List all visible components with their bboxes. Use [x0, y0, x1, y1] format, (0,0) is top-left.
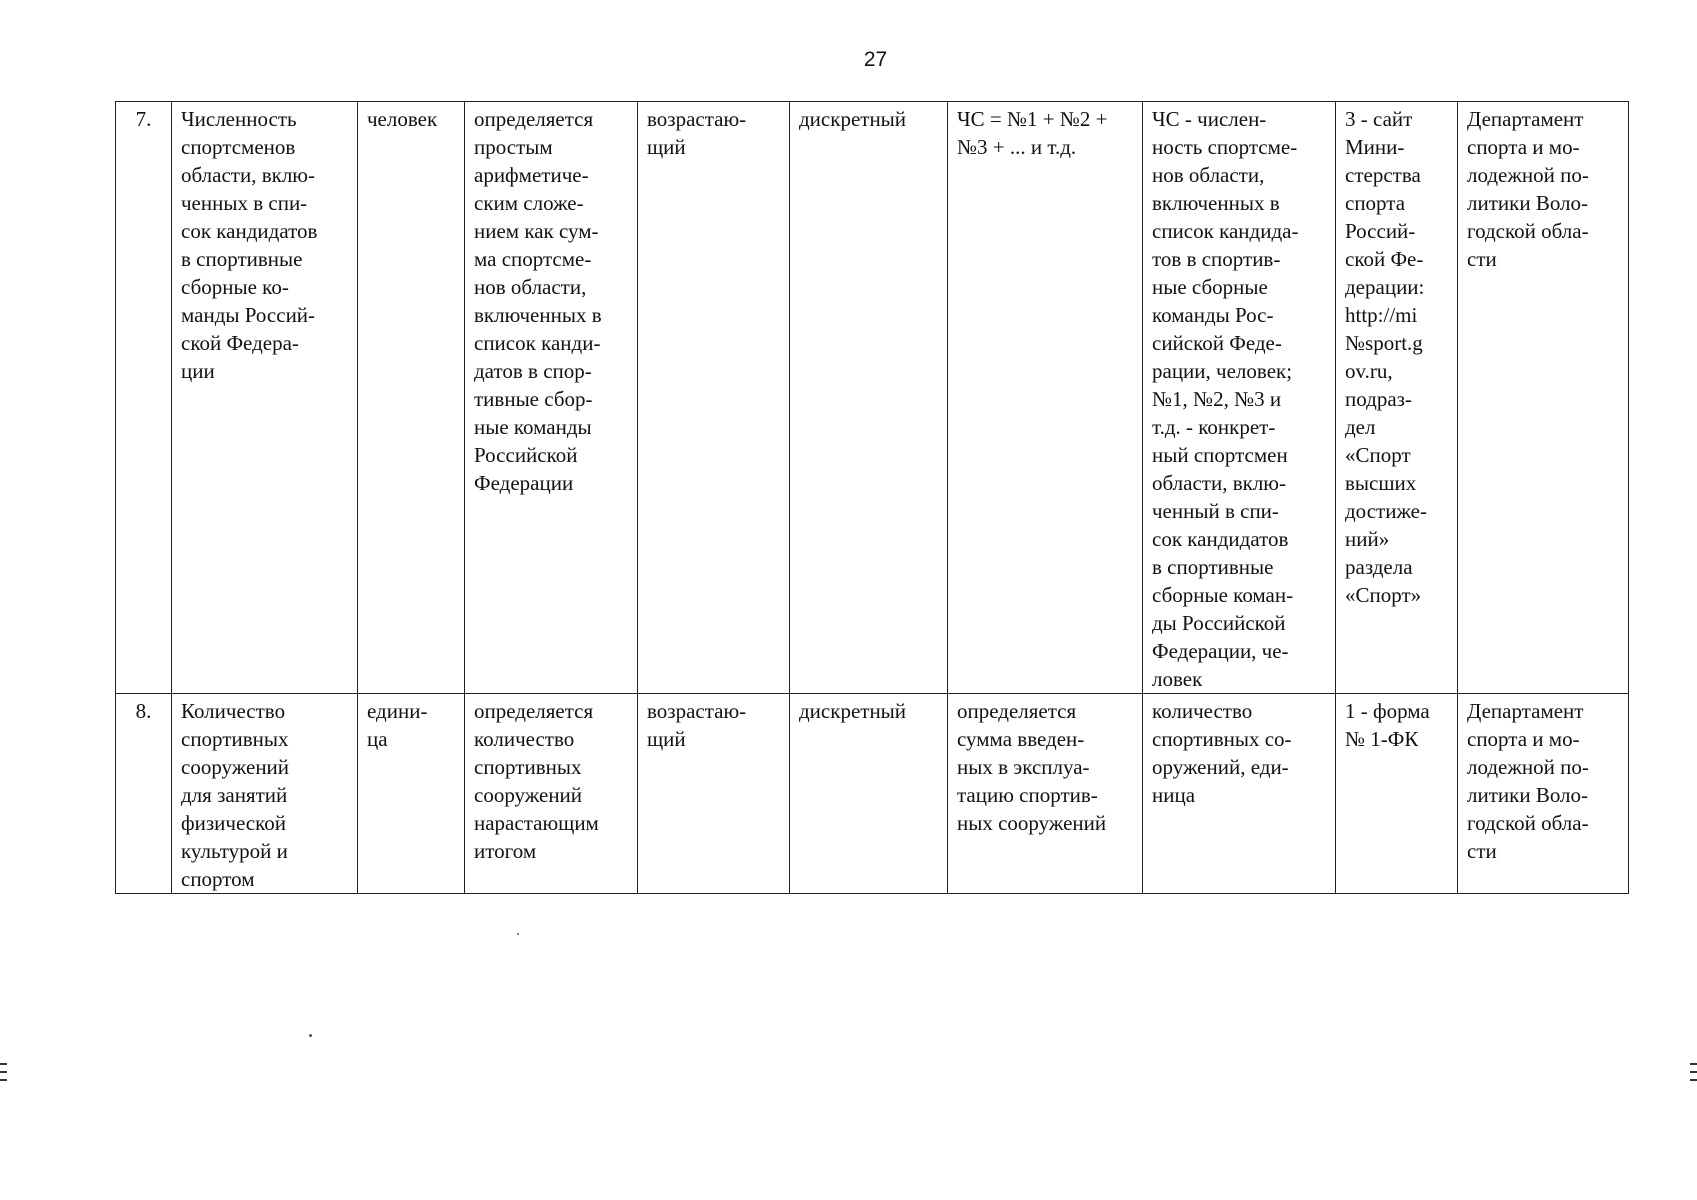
- unit-cell: человек: [358, 102, 465, 694]
- binding-mark: [1690, 1071, 1697, 1073]
- binding-mark: [0, 1063, 7, 1065]
- indicator-name-cell: Количество спортивных сооружений для занятий физической культурой и спортом: [172, 694, 358, 894]
- binding-mark: [1690, 1063, 1697, 1065]
- responsible-cell: Департамент спорта и мо- лодежной по- литики Воло- годской обла- сти: [1458, 102, 1629, 694]
- scan-speck: [309, 1034, 312, 1037]
- definition-cell: определяется простым арифметиче- ским сложе- нием как сум- ма спортсме- нов области, включенных в список канди- датов в спор- тивные сбор- ные команды Российской Федерации: [465, 102, 638, 694]
- table-row: [116, 102, 1629, 694]
- definition-cell: определяется количество спортивных сооружений нарастающим итогом: [465, 694, 638, 894]
- row-number-cell: 8.: [116, 694, 172, 894]
- formula-cell: ЧС = №1 + №2 + №3 + ... и т.д.: [948, 102, 1143, 694]
- binding-mark: [0, 1079, 7, 1081]
- indicator-name-cell: Численность спортсменов области, вклю- ченных в спи- сок кандидатов в спортивные сборные ко- манды Россий- ской Федера- ции: [172, 102, 358, 694]
- page-number: 27: [863, 48, 888, 71]
- source-cell: 1 - форма № 1-ФК: [1336, 694, 1458, 894]
- source-cell: 3 - сайт Мини- стерства спорта Россий- ской Фе- дерации: http://mi №sport.g ov.ru, подраз- дел «Спорт высших достиже- ний» раздела «Спорт»: [1336, 102, 1458, 694]
- responsible-cell: Департамент спорта и мо- лодежной по- литики Воло- годской обла- сти: [1458, 694, 1629, 894]
- formula-cell: определяется сумма введен- ных в эксплуа- тацию спортив- ных сооружений: [948, 694, 1143, 894]
- type-cell: дискретный: [790, 694, 948, 894]
- indicators-table: [115, 101, 1629, 894]
- explanation-cell: количество спортивных со- оружений, еди- ница: [1143, 694, 1336, 894]
- type-cell: дискретный: [790, 102, 948, 694]
- trend-cell: возрастаю- щий: [638, 102, 790, 694]
- table-row: [116, 694, 1629, 894]
- trend-cell: возрастаю- щий: [638, 694, 790, 894]
- binding-mark: [1690, 1079, 1697, 1081]
- row-number-cell: 7.: [116, 102, 172, 694]
- scan-speck: [517, 933, 519, 935]
- explanation-cell: ЧС - числен- ность спортсме- нов области, включенных в список кандида- тов в спортив- ные сборные команды Рос- сийской Феде- рации, человек; №1, №2, №3 и т.д. - конкрет- ный спортсмен области, вклю- ченный в спи- сок кандидатов в спортивные сборные коман- ды Российской Федерации, че- ловек: [1143, 102, 1336, 694]
- unit-cell: едини- ца: [358, 694, 465, 894]
- binding-mark: [0, 1071, 7, 1073]
